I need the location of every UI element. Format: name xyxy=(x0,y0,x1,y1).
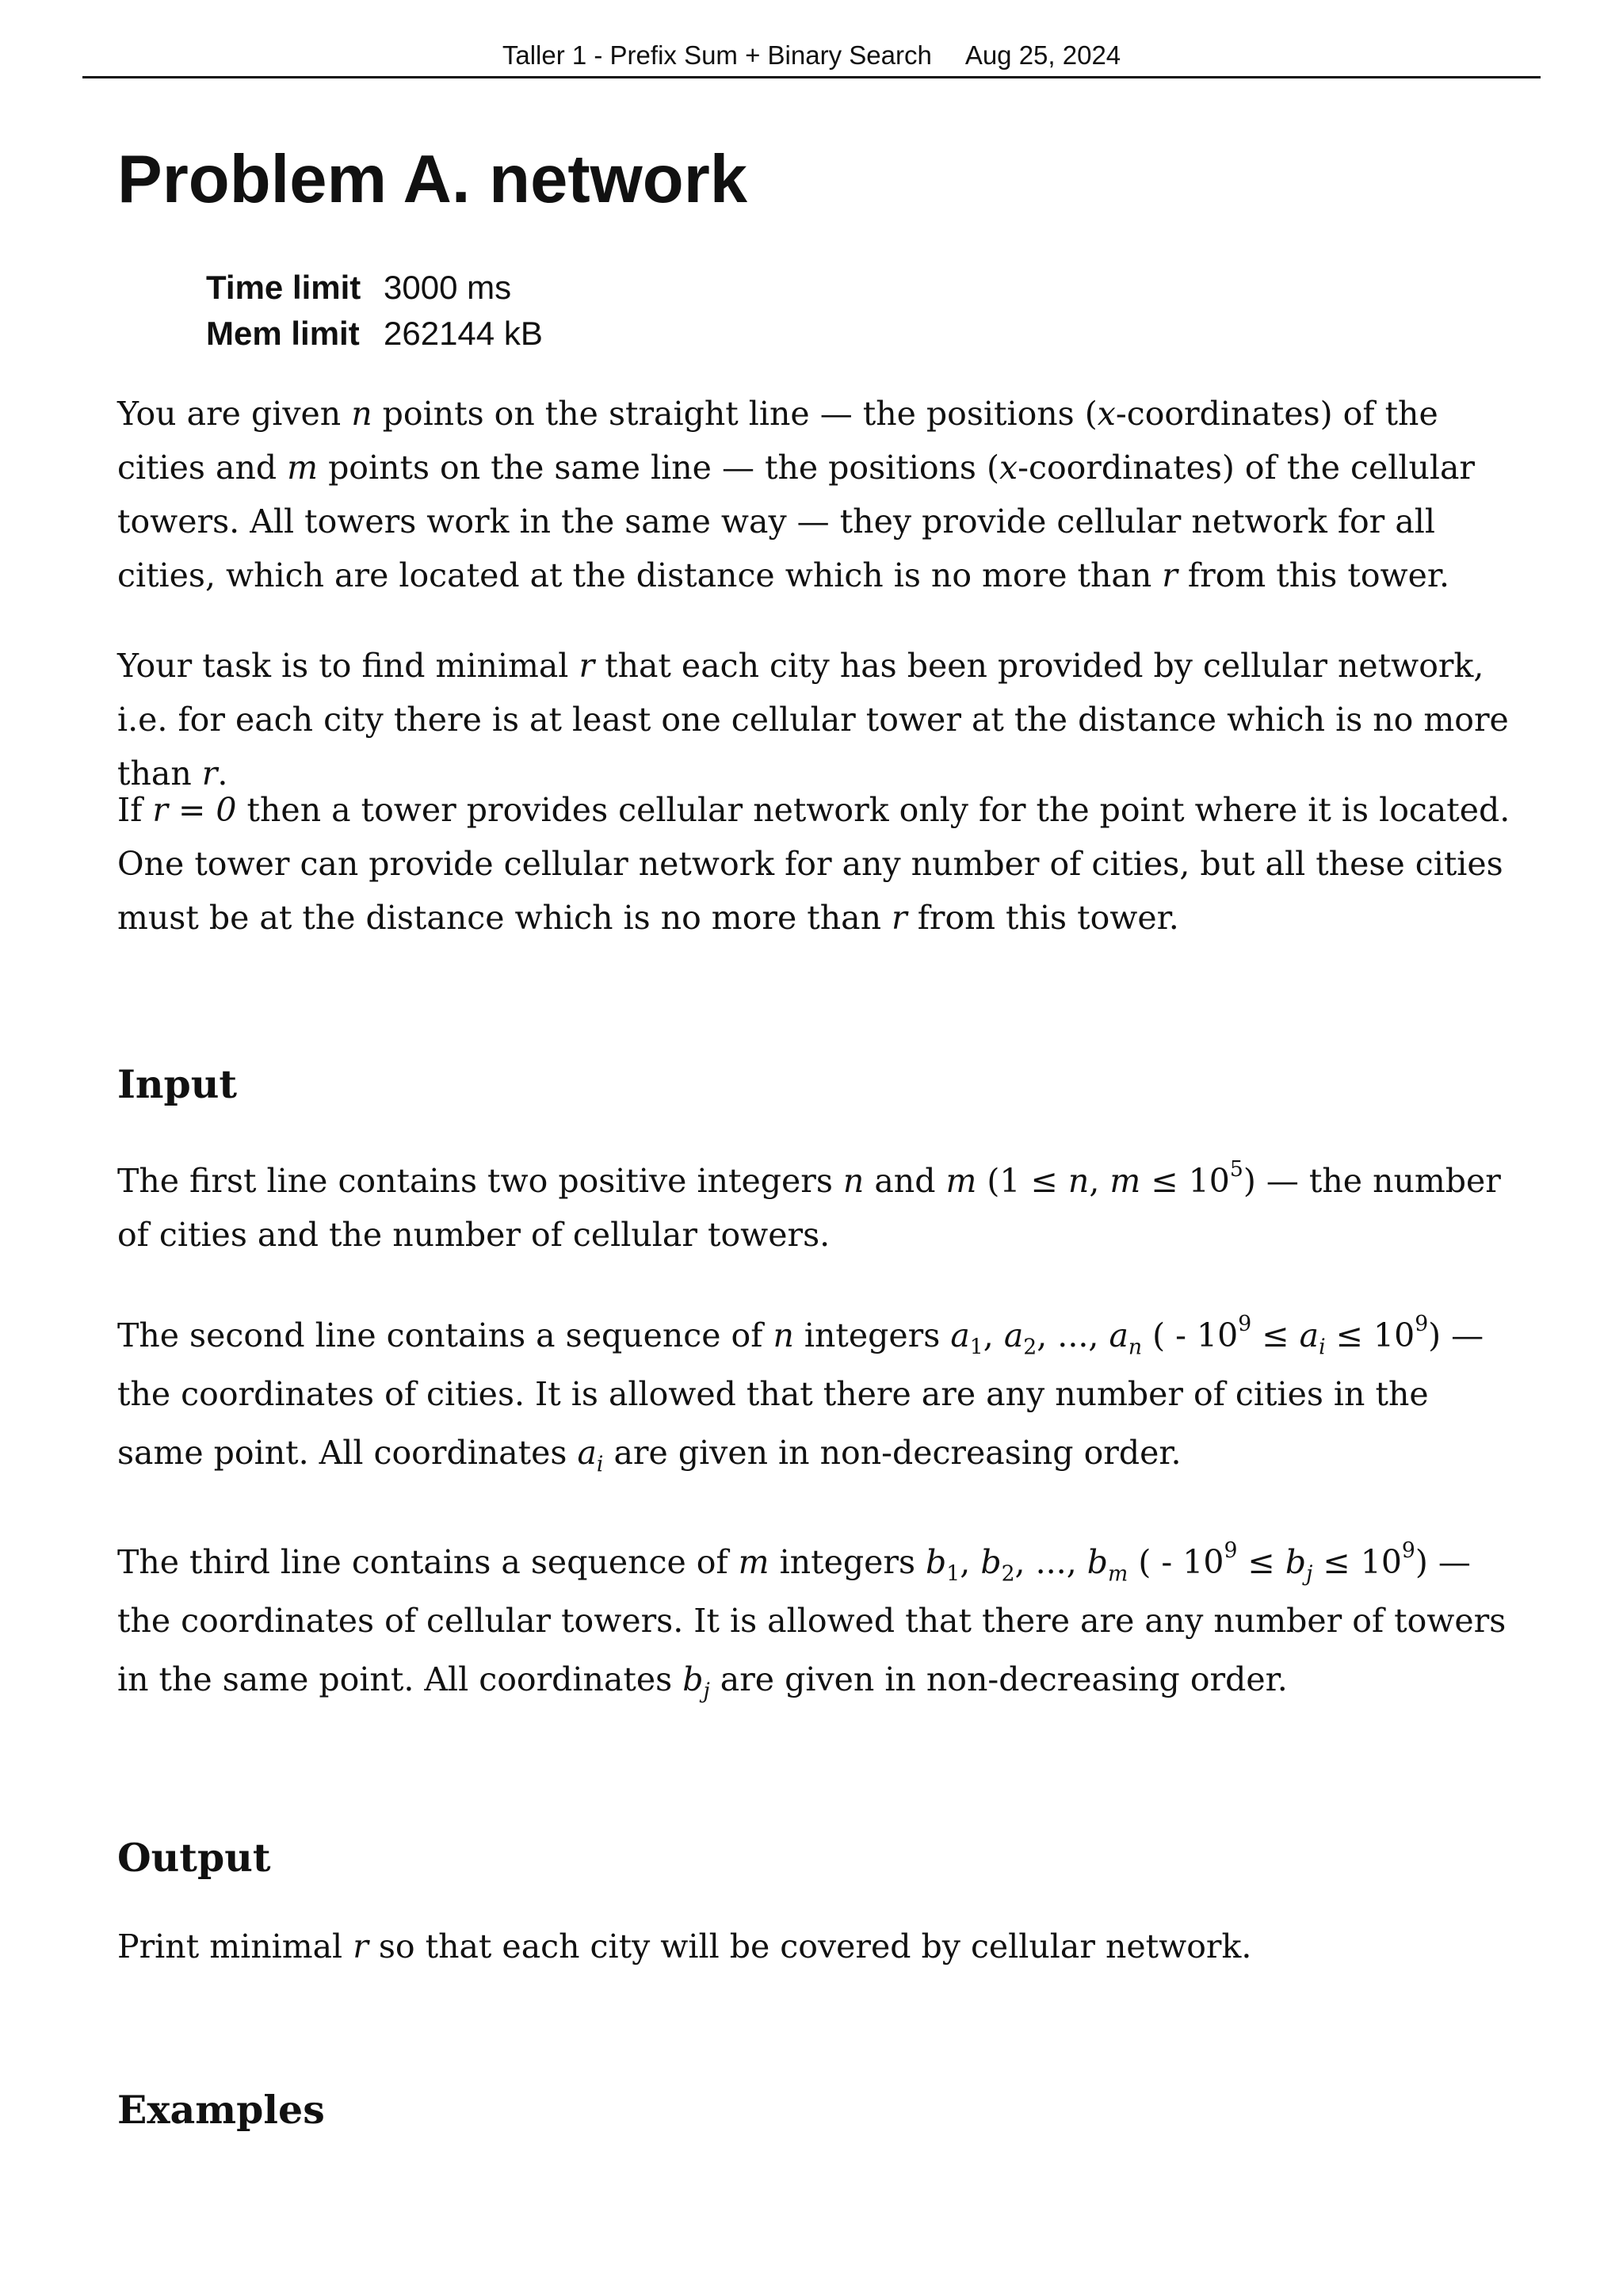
mem-limit-value: 262144 kB xyxy=(384,315,543,352)
input-heading: Input xyxy=(117,1061,238,1107)
time-limit-label: Time limit xyxy=(206,269,361,306)
time-limit-value: 3000 ms xyxy=(384,269,512,306)
examples-heading: Examples xyxy=(117,2087,325,2133)
output-heading: Output xyxy=(117,1835,271,1881)
input-line-2: The second line contains a sequence of n integers $a_1$, $a_2$, ..., $a_n$ ( - $10^9 \le a_i \le 10^9$) — the coordinates of cities. It is allowed that there are any number of cities in the same point. All coordinates $a_i$ are given in non-decreasing order. xyxy=(117,1312,1484,1477)
output-text: Print minimal r so that each city will be covered by cellular network. xyxy=(117,1927,1252,1966)
statement-paragraph-3: If r = 0 then a tower provides cellular network only for the point where it is located. One tower can provide cellular network for any number of cities, but all these cities must be at the distance which is no more than r from this tower. xyxy=(117,791,1510,937)
page-header xyxy=(82,35,1541,78)
problem-title: Problem A. network xyxy=(117,142,748,217)
time-limit-row xyxy=(206,265,543,311)
header-date: Aug 25, 2024 xyxy=(964,40,1121,70)
header-course: Taller 1 - Prefix Sum + Binary Search xyxy=(502,40,932,70)
mem-limit-row xyxy=(206,311,543,357)
input-line-3: The third line contains a sequence of m integers $b_1$, $b_2$, ..., $b_m$ ( - $10^9 \le b_j \le 10^9$) — the coordinates of cellular towers. It is allowed that there are any number of towers in the same point. All coordinates $b_j$ are given in non-decreasing order. xyxy=(117,1538,1507,1704)
input-line-1: The first line contains two positive integers n and m (1 ≤ n, $m \le 10^5$) — the number of cities and the number of cellular towers. xyxy=(117,1157,1501,1254)
mem-limit-label: Mem limit xyxy=(206,315,360,352)
statement-paragraph-2: Your task is to find minimal r that each city has been provided by cellular network, i.e. for each city there is at least one cellular tower at the distance which is no more than r. xyxy=(117,647,1509,793)
limits-table xyxy=(206,265,543,357)
statement-paragraph-1: You are given n points on the straight line — the positions (x-coordinates) of the cities and m points on the same line — the positions (x-coordinates) of the cellular towers. All towers work in the same way — they provide cellular network for all cities, which are located at the distance which is no more than r from this tower. xyxy=(117,395,1476,594)
